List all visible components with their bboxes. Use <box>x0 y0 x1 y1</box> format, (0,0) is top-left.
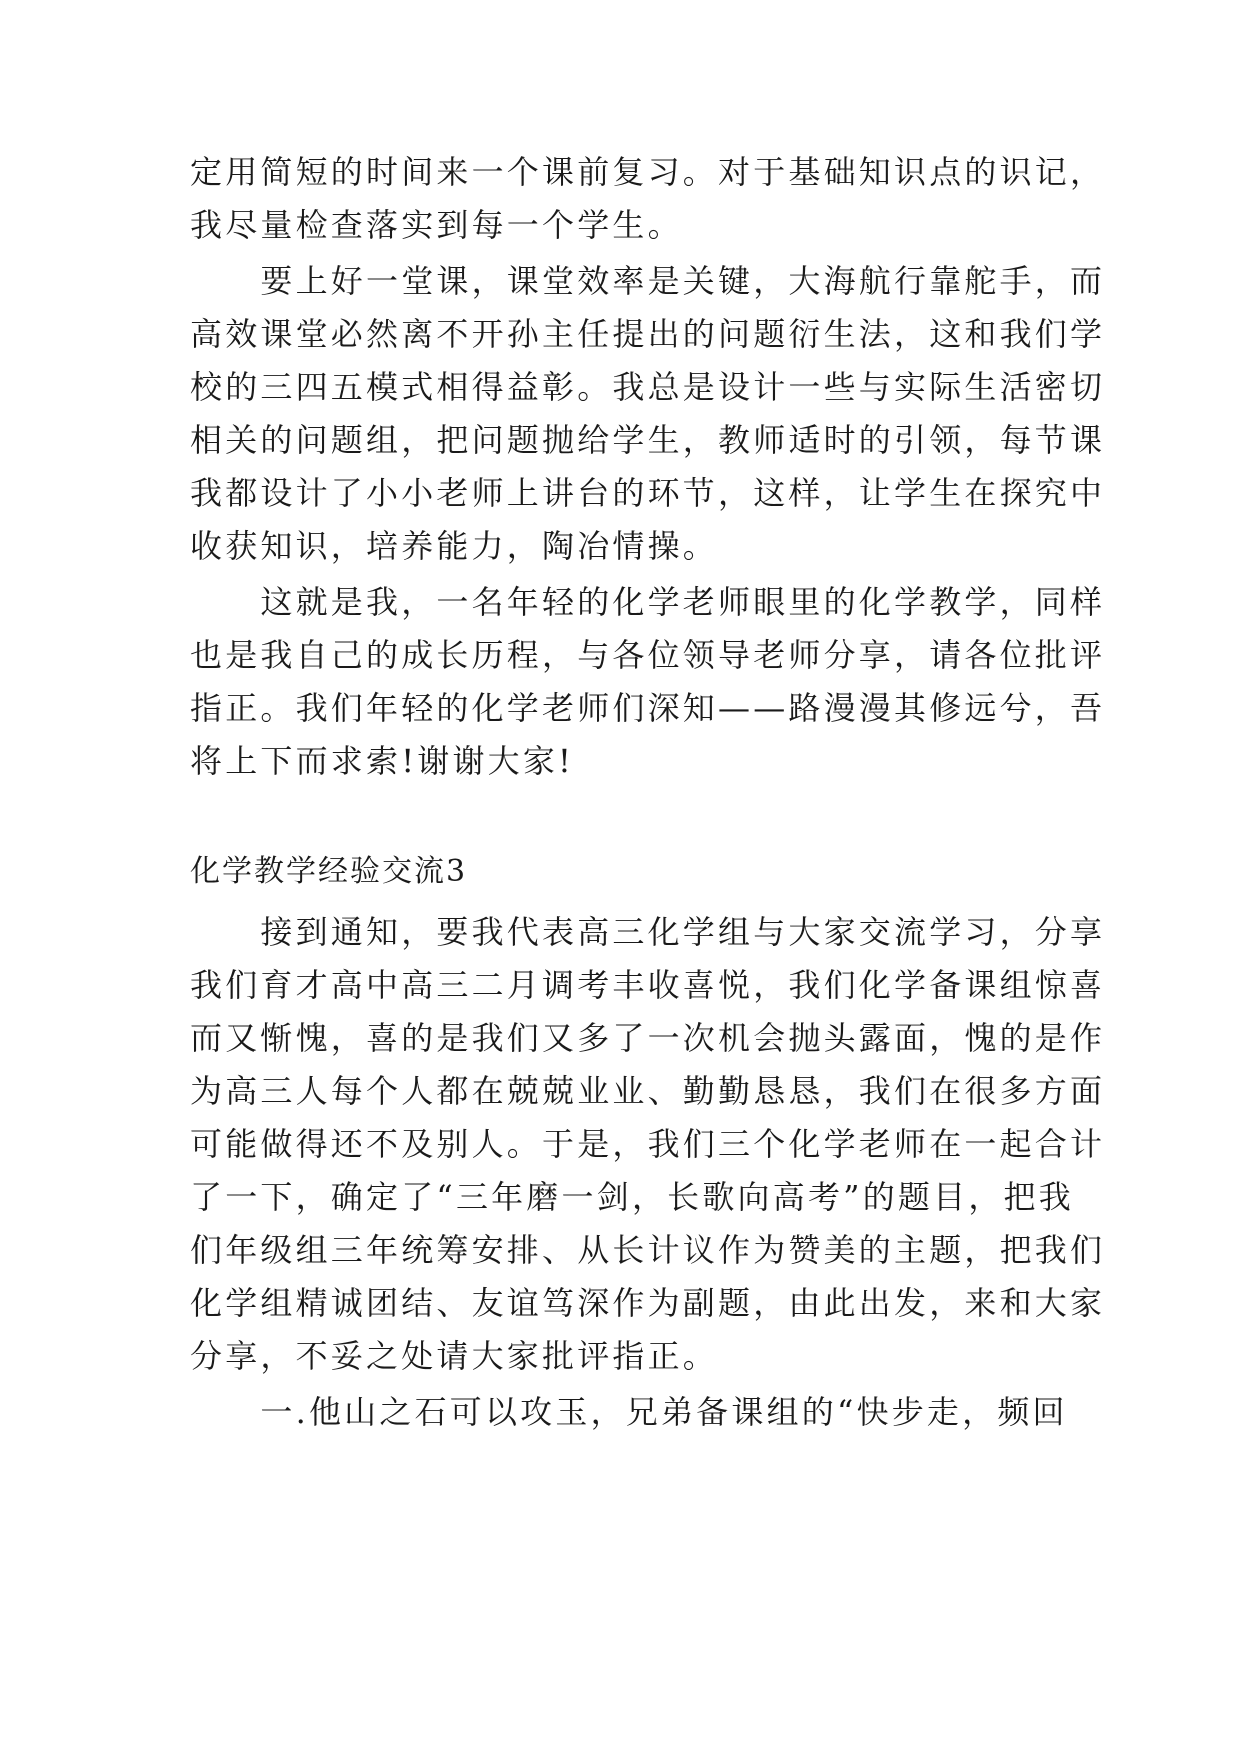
text-line: 化学组精诚团结、友谊笃深作为副题，由此出发，来和大家 <box>190 1284 1106 1322</box>
section-heading: 化学教学经验交流3 <box>190 854 468 889</box>
text-line: 了一下，确定了“三年磨一剑，长歌向高考”的题目，把我 <box>190 1178 1074 1216</box>
text-line: 们年级组三年统筹安排、从长计议作为赞美的主题，把我们 <box>190 1231 1106 1269</box>
text-line: 为高三人每个人都在兢兢业业、勤勤恳恳，我们在很多方面 <box>190 1072 1106 1110</box>
text-line: 校的三四五模式相得益彰。我总是设计一些与实际生活密切 <box>190 368 1106 406</box>
text-line: 要上好一堂课，课堂效率是关键，大海航行靠舵手，而 <box>190 262 1106 300</box>
text-line: 我们育才高中高三二月调考丰收喜悦，我们化学备课组惊喜 <box>190 966 1106 1004</box>
text-line: 相关的问题组，把问题抛给学生，教师适时的引领，每节课 <box>190 421 1106 459</box>
text-line: 接到通知，要我代表高三化学组与大家交流学习，分享 <box>190 913 1106 951</box>
text-line: 可能做得还不及别人。于是，我们三个化学老师在一起合计 <box>190 1125 1106 1163</box>
text-line: 这就是我，一名年轻的化学老师眼里的化学教学，同样 <box>190 583 1106 621</box>
text-line: 将上下而求索!谢谢大家! <box>190 742 575 780</box>
text-line: 也是我自己的成长历程，与各位领导老师分享，请各位批评 <box>190 636 1106 674</box>
text-line: 一.他山之石可以攻玉，兄弟备课组的“快步走，频回 <box>190 1393 1068 1431</box>
text-line: 我都设计了小小老师上讲台的环节，这样，让学生在探究中 <box>190 474 1106 512</box>
text-line: 分享，不妥之处请大家批评指正。 <box>190 1337 719 1375</box>
text-line: 收获知识，培养能力，陶冶情操。 <box>190 527 719 565</box>
text-line: 高效课堂必然离不开孙主任提出的问题衍生法，这和我们学 <box>190 315 1106 353</box>
text-line: 定用简短的时间来一个课前复习。对于基础知识点的识记， <box>190 153 1106 191</box>
text-line: 我尽量检查落实到每一个学生。 <box>190 206 683 244</box>
text-line: 而又惭愧，喜的是我们又多了一次机会抛头露面，愧的是作 <box>190 1019 1106 1057</box>
text-line: 指正。我们年轻的化学老师们深知——路漫漫其修远兮，吾 <box>190 689 1106 727</box>
